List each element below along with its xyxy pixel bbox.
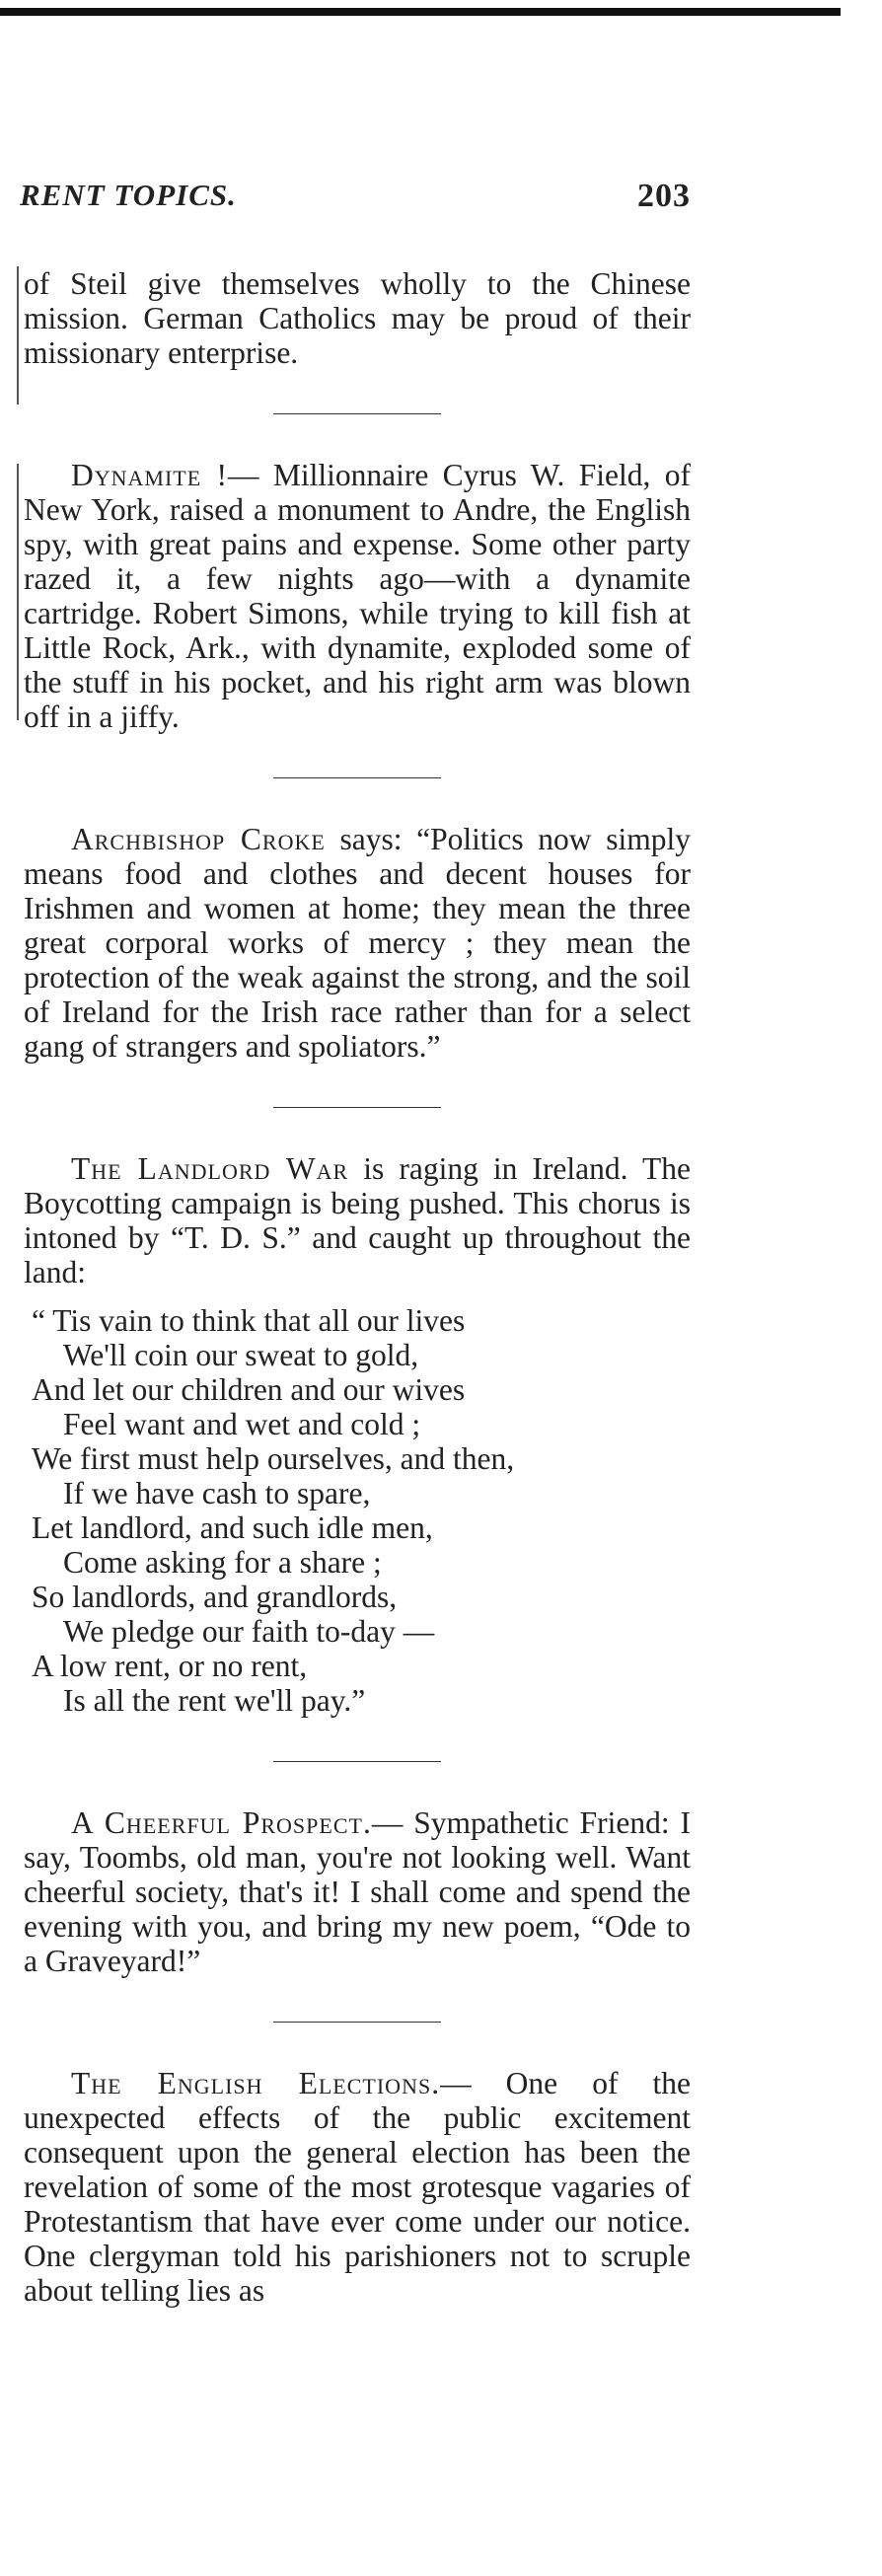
poem-line: Come asking for a share ; xyxy=(63,1545,382,1580)
top-border-rule xyxy=(0,8,841,16)
poem-line: We'll coin our sweat to gold, xyxy=(63,1338,419,1372)
poem-line: And let our children and our wives xyxy=(32,1372,466,1407)
poem-line: Let landlord, and such idle men, xyxy=(32,1510,433,1545)
poem-line: A low rent, or no rent, xyxy=(32,1649,308,1683)
margin-line xyxy=(17,266,19,405)
section-divider xyxy=(273,1761,441,1762)
poem-line: Feel want and wet and cold ; xyxy=(63,1407,421,1441)
paragraph-lead: Dynamite ! xyxy=(71,458,229,492)
paragraph-lead: A Cheerful Prospect. xyxy=(71,1805,372,1840)
page-number: 203 xyxy=(637,178,691,214)
paragraph-body: — Millionnaire Cyrus W. Field, of New York, raised a monument to Andre, the English spy, with great pains and expense. Some other party razed it, a few nights ago—with a dynamite cartridge. Robert Simons, while trying to kill fish at Little Rock, Ark., with dynamite, exploded some of the stuff in his pocket, and his right arm was blown off in a jiffy. xyxy=(24,458,691,734)
paragraph-body: says: “Politics now simply means food and clothes and decent houses for Irishmen and women at home; they mean the three great corporal works of mercy ; they mean the protection of the weak against the strong, and the soil of Ireland for the Irish race rather than for a select gang of strangers and spoliators.” xyxy=(24,822,691,1064)
section-divider xyxy=(273,413,441,414)
section-divider xyxy=(273,2022,441,2023)
text-column xyxy=(24,266,691,2308)
paragraph-cheerful-prospect xyxy=(24,1805,691,1978)
poem-line: “ Tis vain to think that all our lives xyxy=(32,1303,466,1338)
page-header xyxy=(20,178,691,221)
paragraph-archbishop xyxy=(24,822,691,1064)
section-divider xyxy=(273,1107,441,1108)
section-divider xyxy=(273,777,441,778)
paragraph-lead: The Landlord War xyxy=(71,1151,349,1186)
paragraph-dynamite xyxy=(24,458,691,734)
paragraph-body: is raging in Ireland. The Boycotting campaign is being pushed. This chorus is intoned by “T. D. S.” and caught up throughout the land: xyxy=(24,1151,691,1289)
poem-line: Is all the rent we'll pay.” xyxy=(63,1683,366,1718)
poem-line: We first must help ourselves, and then, xyxy=(32,1441,515,1476)
poem-line: So landlords, and grandlords, xyxy=(32,1580,398,1614)
paragraph-steil: of Steil give themselves wholly to the Chinese mission. German Catholics may be proud of their missionary enterprise. xyxy=(24,266,691,370)
paragraph-body: — One of the unexpected effects of the public excitement consequent upon the general election has been the revelation of some of the most grotesque vagaries of Protestantism that have ever come under our notice. One clergyman told his parishioners not to scruple about telling lies as xyxy=(24,2066,692,2308)
margin-line xyxy=(17,464,19,720)
paragraph-english-elections xyxy=(24,2066,691,2308)
poem-line: If we have cash to spare, xyxy=(63,1476,371,1510)
paragraph-lead: Archbishop Croke xyxy=(71,822,326,856)
paragraph-body: — Sympathetic Friend: I say, Toombs, old man, you're not looking well. Want cheerful society, that's it! I shall come and spend the evening with you, and bring my new poem, “Ode to a Graveyard!” xyxy=(24,1805,692,1978)
poem xyxy=(24,1303,691,1718)
poem-line: We pledge our faith to-day — xyxy=(63,1614,435,1649)
paragraph-landlord-war xyxy=(24,1151,691,1289)
paragraph-lead: The English Elections. xyxy=(71,2066,441,2100)
running-head: RENT TOPICS. xyxy=(20,178,237,212)
